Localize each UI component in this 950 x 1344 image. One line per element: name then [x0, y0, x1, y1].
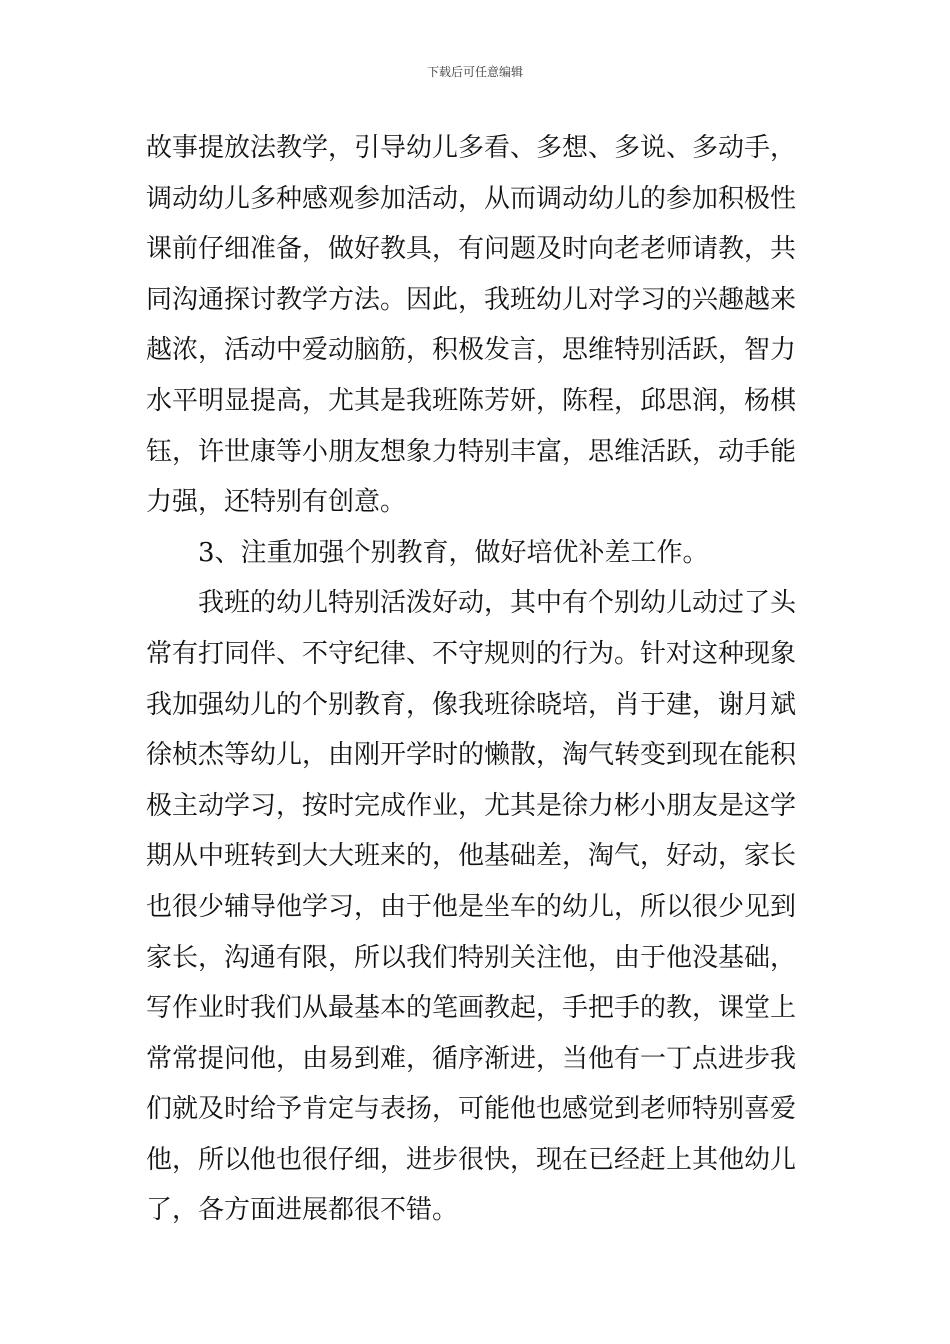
text-line: 课前仔细准备，做好教具，有问题及时向老老师请教，共 [146, 234, 797, 265]
text-line: 他，所以他也很仔细，进步很快，现在已经赶上其他幼儿 [146, 1144, 797, 1175]
text-line: 故事提放法教学，引导幼儿多看、多想、多说、多动手， [146, 133, 797, 163]
text-line: 写作业时我们从最基本的笔画教起，手把手的教，课堂上 [146, 993, 797, 1024]
document-body [146, 123, 811, 1236]
text-line: 常常提问他，由易到难，循序渐进，当他有一丁点进步我 [146, 1043, 797, 1074]
text-line: 也很少辅导他学习，由于他是坐车的幼儿，所以很少见到 [146, 891, 797, 922]
text-line: 水平明显提高，尤其是我班陈芳妍，陈程，邱思润，杨棋 [146, 385, 797, 416]
section-heading: 3、注重加强个别教育，做好培优补差工作。 [198, 537, 709, 568]
text-line: 了，各方面进展都很不错。 [146, 1195, 459, 1226]
text-line: 极主动学习，按时完成作业，尤其是徐力彬小朋友是这学 [146, 790, 797, 821]
text-line: 力强，还特别有创意。 [146, 487, 407, 518]
text-line: 常有打同伴、不守纪律、不守规则的行为。针对这种现象 [146, 638, 797, 669]
text-line: 们就及时给予肯定与表扬，可能他也感觉到老师特别喜爱 [146, 1094, 797, 1125]
text-line: 期从中班转到大大班来的，他基础差，淘气，好动，家长 [146, 841, 797, 872]
text-line: 同沟通探讨教学方法。因此，我班幼儿对学习的兴趣越来 [146, 284, 797, 315]
page-header-note: 下载后可任意编辑 [426, 65, 523, 79]
paragraph-start-line: 我班的幼儿特别活泼好动，其中有个别幼儿动过了头 [198, 588, 797, 619]
text-line: 徐桢杰等幼儿，由刚开学时的懒散，淘气转变到现在能积 [146, 740, 797, 771]
text-line: 越浓，活动中爱动脑筋，积极发言，思维特别活跃，智力 [146, 335, 797, 366]
text-line: 我加强幼儿的个别教育，像我班徐晓培，肖于建，谢月斌 [146, 689, 797, 720]
text-line: 调动幼儿多种感观参加活动，从而调动幼儿的参加积极性 [146, 183, 797, 214]
text-line: 家长，沟通有限，所以我们特别关注他，由于他没基础， [146, 942, 797, 973]
text-line: 钰，许世康等小朋友想象力特别丰富，思维活跃，动手能 [146, 436, 797, 467]
